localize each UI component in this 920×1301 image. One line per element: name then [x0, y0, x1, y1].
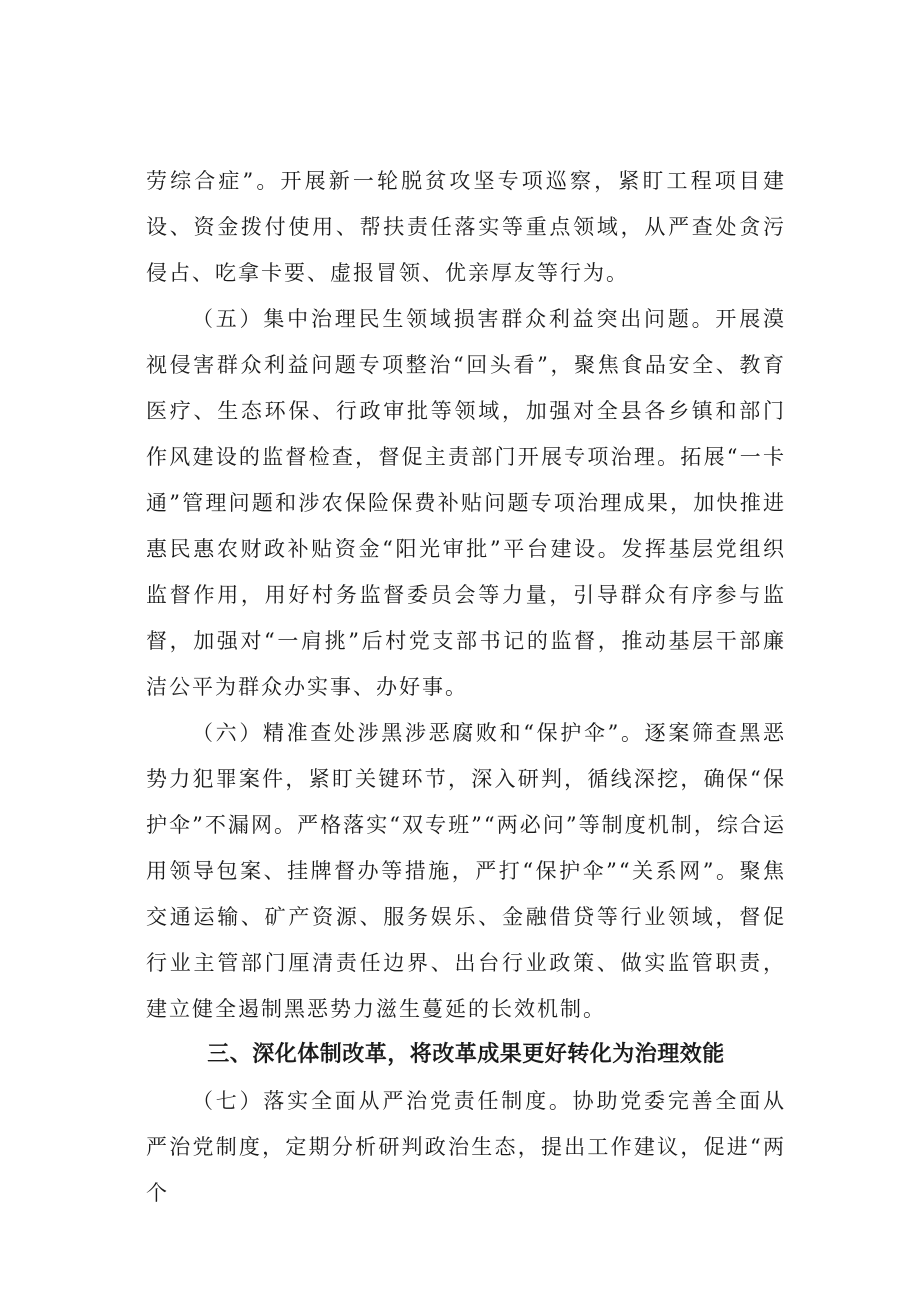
section-heading-3: 三、深化体制改革，将改革成果更好转化为治理效能 [207, 1042, 725, 1067]
paragraph-section-6: （六）精准查处涉黑涉恶腐败和“保护伞”。逐案筛查黑恶势力犯罪案件，紧盯关键环节，深入研判，循线深挖，确保“保护伞”不漏网。严格落实“双专班”“两必问”等制度机制，综合运用领导包案、挂牌督办等措施，严打“保护伞”“关系网”。聚焦交通运输、矿产资源、服务娱乐、金融借贷等行业领域，督促行业主管部门厘清责任边界、出台行业政策、做实监管职责，建立健全遏制黑恶势力滋生蔓延的长效机制。 [146, 721, 786, 1021]
document-body [146, 158, 786, 1216]
paragraph-continuation: 劳综合症”。开展新一轮脱贫攻坚专项巡察，紧盯工程项目建设、资金拨付使用、帮扶责任落实等重点领域，从严查处贪污侵占、吃拿卡要、虚报冒领、优亲厚友等行为。 [146, 169, 786, 285]
paragraph-section-5: （五）集中治理民生领域损害群众利益突出问题。开展漠视侵害群众利益问题专项整治“回头看”，聚焦食品安全、教育医疗、生态环保、行政审批等领域，加强对全县各乡镇和部门作风建设的监督检查，督促主责部门开展专项治理。拓展“一卡通”管理问题和涉农保险保费补贴问题专项治理成果，加快推进惠民惠农财政补贴资金“阳光审批”平台建设。发挥基层党组织监督作用，用好村务监督委员会等力量，引导群众有序参与监督，加强对“一肩挑”后村党支部书记的监督，推动基层干部廉洁公平为群众办实事、办好事。 [146, 307, 786, 699]
paragraph-section-7: （七）落实全面从严治党责任制度。协助党委完善全面从严治党制度，定期分析研判政治生态，提出工作建议，促进“两个 [146, 1089, 786, 1205]
